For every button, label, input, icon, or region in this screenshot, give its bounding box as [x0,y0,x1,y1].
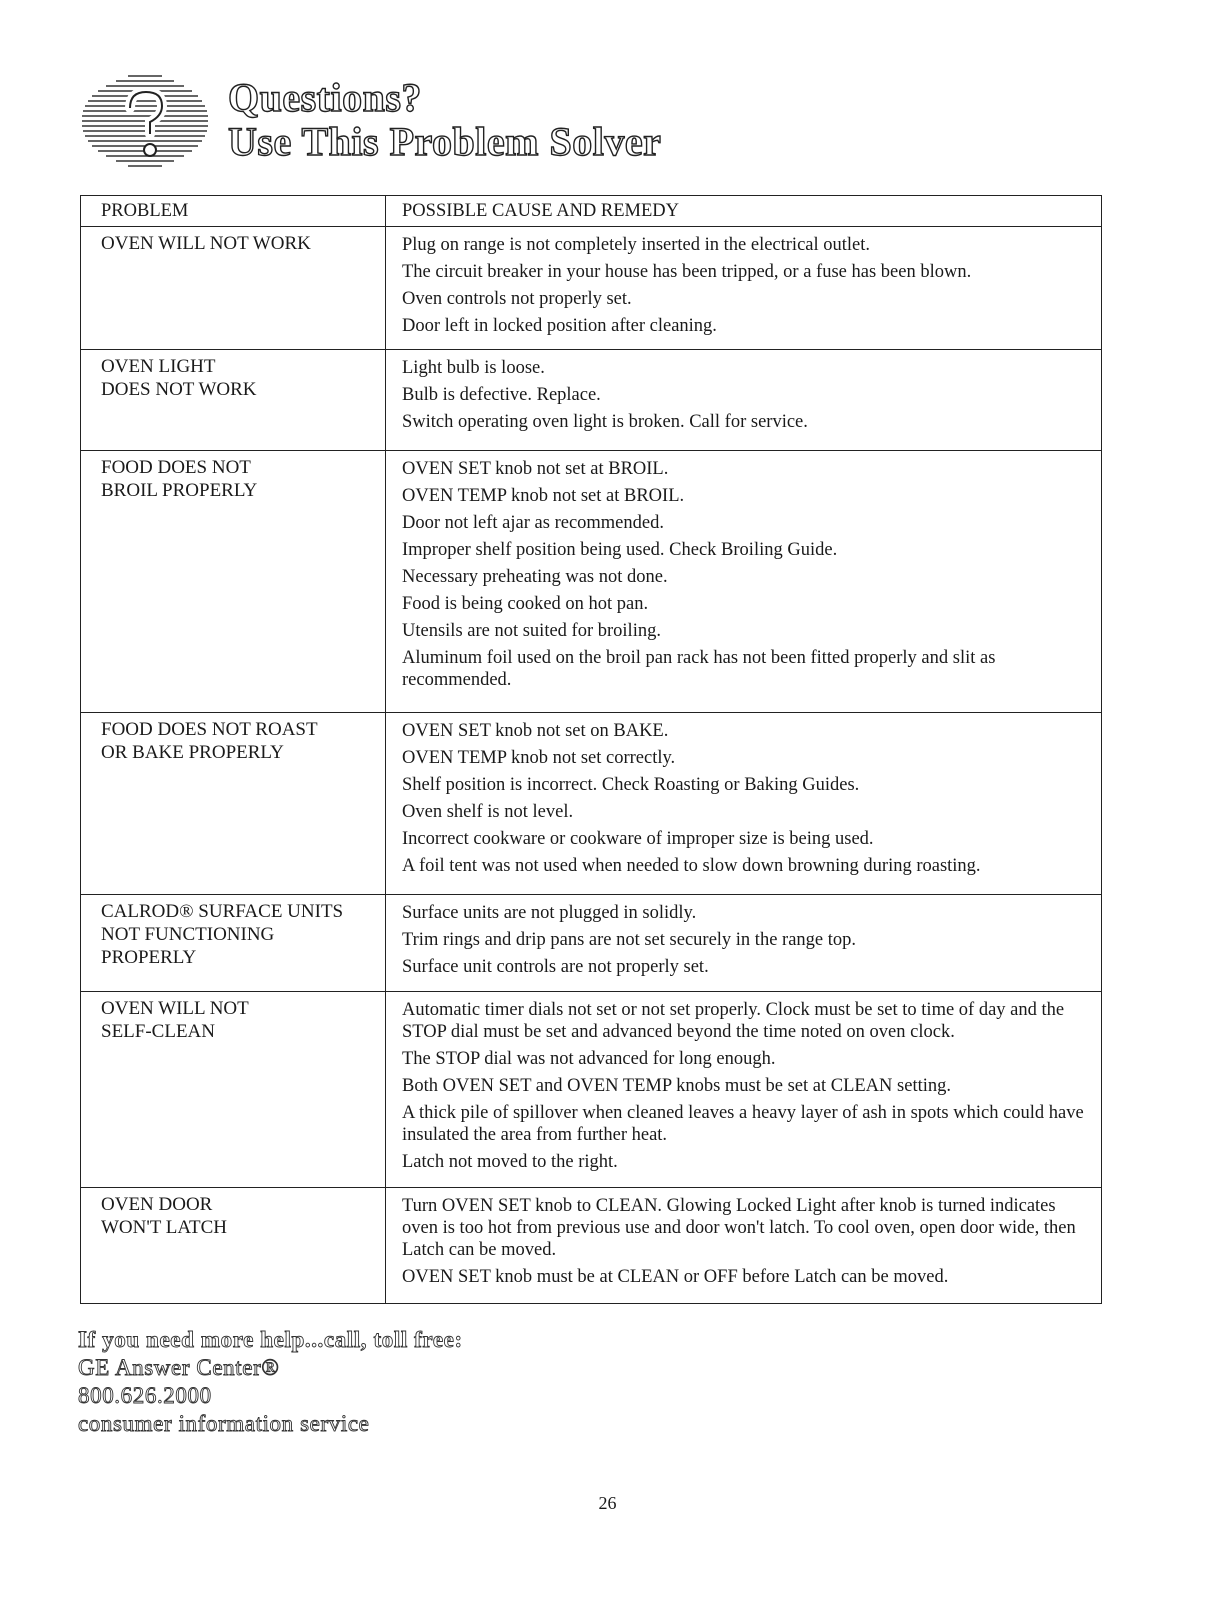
remedy-item: Switch operating oven light is broken. Call for service. [402,412,808,432]
remedy-item: Both OVEN SET and OVEN TEMP knobs must be set at CLEAN setting. [402,1076,951,1096]
remedy-item: Door not left ajar as recommended. [402,513,664,533]
page-title-problem-solver: Use This Problem Solver [228,119,662,164]
table-row [81,1187,1101,1303]
remedy-item: Utensils are not suited for broiling. [402,621,661,641]
remedy-item: Surface units are not plugged in solidly. [402,903,697,923]
question-mark-globe-icon [80,70,210,180]
remedy-item: Surface unit controls are not properly set. [402,957,709,977]
remedy-cell [386,227,1101,349]
page-header [80,60,780,185]
remedy-item: Trim rings and drip pans are not set securely in the range top. [402,930,857,950]
remedy-item: Shelf position is incorrect. Check Roasting or Baking Guides. [402,775,860,795]
remedy-item: A foil tent was not used when needed to slow down browning during roasting. [402,856,981,876]
remedy-cell [386,451,1101,712]
remedy-item: The STOP dial was not advanced for long enough. [402,1049,776,1069]
problem-cell: FOOD DOES NOT BROIL PROPERLY [81,451,386,712]
remedy-item: Turn OVEN SET knob to CLEAN. Glowing Locked Light after knob is turned indicates oven is too hot from previous use and door won't latch. To cool oven, open door wide, then Latch can be moved. [402,1196,1076,1260]
remedy-item: Bulb is defective. Replace. [402,385,601,405]
problem-cell: OVEN DOOR WON'T LATCH [81,1188,386,1303]
problem-cell: OVEN LIGHT DOES NOT WORK [81,350,386,450]
table-row [81,712,1101,894]
remedy-cell [386,992,1101,1187]
service-description: consumer information service [78,1411,370,1436]
remedy-cell [386,1188,1101,1303]
remedy-item: Incorrect cookware or cookware of improper size is being used. [402,829,874,849]
remedy-item: Automatic timer dials not set or not set properly. Clock must be set to time of day and the STOP dial must be set and advanced beyond the time noted on oven clock. [402,1000,1065,1042]
remedy-item: Aluminum foil used on the broil pan rack has not been fitted properly and slit as recommended. [402,648,996,690]
problem-cell: FOOD DOES NOT ROAST OR BAKE PROPERLY [81,713,386,894]
remedy-cell [386,350,1101,450]
remedy-cell [386,895,1101,991]
page-title-questions: Questions? [228,75,422,120]
remedy-item: Light bulb is loose. [402,358,545,378]
remedy-item: OVEN TEMP knob not set at BROIL. [402,486,685,506]
remedy-item: Improper shelf position being used. Check Broiling Guide. [402,540,838,560]
column-header-problem: PROBLEM [81,196,386,226]
remedy-item: Food is being cooked on hot pan. [402,594,649,614]
remedy-item: Door left in locked position after cleaning. [402,316,717,336]
remedy-item: The circuit breaker in your house has been tripped, or a fuse has been blown. [402,262,972,282]
help-call-text: If you need more help...call, toll free: [78,1327,463,1352]
table-row [81,894,1101,991]
remedy-item: A thick pile of spillover when cleaned leaves a heavy layer of ash in spots which could have insulated the area from further heat. [402,1103,1084,1145]
remedy-item: Latch not moved to the right. [402,1152,618,1172]
table-row [81,450,1101,712]
phone-number: 800.626.2000 [78,1383,212,1408]
help-contact-block [78,1326,463,1438]
table-row [81,991,1101,1187]
remedy-item: OVEN SET knob not set at BROIL. [402,459,669,479]
table-row [81,226,1101,349]
remedy-item: OVEN SET knob must be at CLEAN or OFF before Latch can be moved. [402,1267,949,1287]
remedy-item: Necessary preheating was not done. [402,567,668,587]
problem-cell: OVEN WILL NOT WORK [81,227,386,349]
remedy-item: OVEN TEMP knob not set correctly. [402,748,676,768]
table-row [81,349,1101,450]
remedy-item: Oven controls not properly set. [402,289,632,309]
table-header-row [81,196,1101,226]
remedy-cell [386,713,1101,894]
answer-center-name: GE Answer Center® [78,1355,280,1380]
problem-cell: OVEN WILL NOT SELF-CLEAN [81,992,386,1187]
remedy-item: Plug on range is not completely inserted in the electrical outlet. [402,235,871,255]
remedy-item: OVEN SET knob not set on BAKE. [402,721,669,741]
problem-solver-table [80,195,1102,1304]
page-number: 26 [598,1493,617,1513]
remedy-item: Oven shelf is not level. [402,802,574,822]
column-header-remedy: POSSIBLE CAUSE AND REMEDY [402,201,680,221]
problem-cell: CALROD® SURFACE UNITS NOT FUNCTIONING PROPERLY [81,895,386,991]
